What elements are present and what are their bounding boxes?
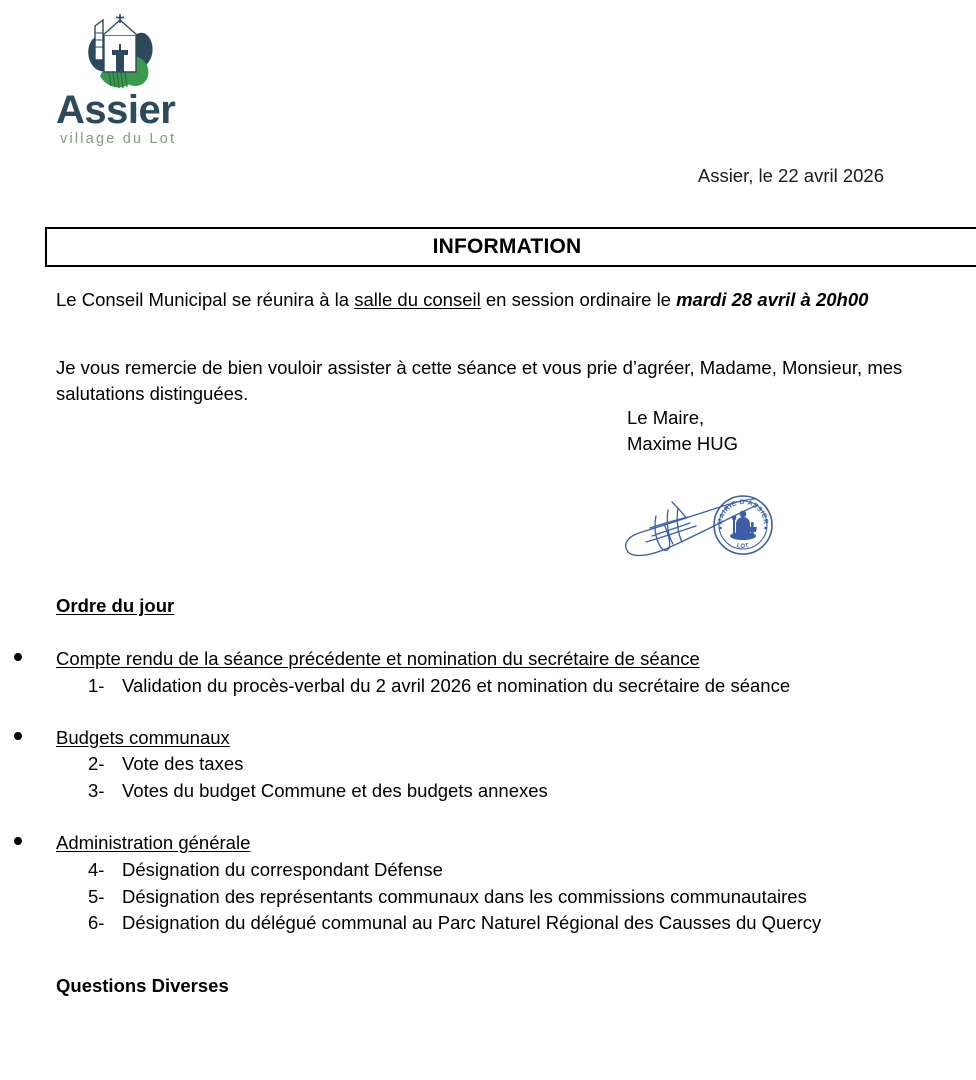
agenda-group-heading xyxy=(0,645,976,673)
questions-diverses-heading: Questions Diverses xyxy=(56,975,229,996)
agenda-item-text: Désignation du délégué communal au Parc Naturel Régional des Causses du Quercy xyxy=(122,912,822,934)
signature-area xyxy=(612,480,792,568)
agenda-item-text: Désignation des représentants communaux dans les commissions communautaires xyxy=(122,885,807,907)
agenda-item-number: 3- xyxy=(88,780,105,802)
page-title: INFORMATION xyxy=(432,235,582,258)
agenda-group xyxy=(0,645,976,700)
agenda-item-text: Votes du budget Commune et des budgets annexes xyxy=(122,780,548,802)
svg-text:MAIRIE D'ASSIER: MAIRIE D'ASSIER xyxy=(716,498,770,526)
signer-block xyxy=(627,405,738,458)
meeting-location: salle du conseil xyxy=(354,289,481,310)
meeting-datetime: mardi 28 avril à 20h00 xyxy=(676,289,869,310)
agenda-item xyxy=(0,673,976,700)
agenda-item xyxy=(0,884,976,911)
agenda-item-text: Désignation du correspondant Défense xyxy=(122,858,443,880)
agenda-group xyxy=(0,829,976,937)
bullet-icon xyxy=(14,837,22,845)
agenda-item-number: 6- xyxy=(88,912,105,934)
announcement-text-part1: Le Conseil Municipal se réunira à la xyxy=(56,289,355,310)
agenda-item xyxy=(0,751,976,778)
date-line: Assier, le 22 avril 2026 xyxy=(697,165,884,186)
agenda-item xyxy=(0,857,976,884)
agenda-item-number: 1- xyxy=(88,674,105,696)
announcement-text-part2: en session ordinaire le xyxy=(480,289,677,310)
bullet-icon xyxy=(14,653,22,661)
agenda-group-heading-text: Administration générale xyxy=(56,831,251,853)
closing-paragraph: Je vous remercie de bien vouloir assister à cette séance et vous prie d’agréer, Madame, Monsieur, mes salutations distinguées. xyxy=(56,357,903,405)
logo-wordmark: Assier xyxy=(56,88,176,132)
bullet-icon xyxy=(14,732,22,740)
agenda-item-number: 2- xyxy=(88,753,105,775)
agenda-item xyxy=(0,778,976,805)
meeting-announcement-line xyxy=(56,288,936,313)
agenda-group-heading xyxy=(0,724,976,752)
agenda-item-number: 4- xyxy=(88,858,105,880)
logo-tagline: village du Lot xyxy=(60,131,177,147)
agenda-item-number: 5- xyxy=(88,885,105,907)
agenda-group xyxy=(0,724,976,805)
agenda-group-heading-text: Budgets communaux xyxy=(56,726,230,748)
agenda-item xyxy=(0,910,976,937)
signer-title: Le Maire, xyxy=(627,407,705,428)
signer-name: Maxime HUG xyxy=(627,433,739,455)
assier-logo xyxy=(56,14,206,154)
assier-castle-emblem-icon xyxy=(78,14,164,92)
agenda-item-text: Vote des taxes xyxy=(122,753,244,775)
information-title-box xyxy=(45,227,976,267)
agenda-list xyxy=(0,645,976,937)
agenda-item-text: Validation du procès-verbal du 2 avril 2026 et nomination du secrétaire de séance xyxy=(122,674,791,696)
svg-text:LOT: LOT xyxy=(735,543,751,550)
agenda-title: Ordre du jour xyxy=(56,595,175,616)
agenda-group-heading-text: Compte rendu de la séance précédente et nomination du secrétaire de séance xyxy=(56,648,700,669)
official-round-stamp-icon xyxy=(712,494,774,556)
agenda-group-heading xyxy=(0,829,976,857)
